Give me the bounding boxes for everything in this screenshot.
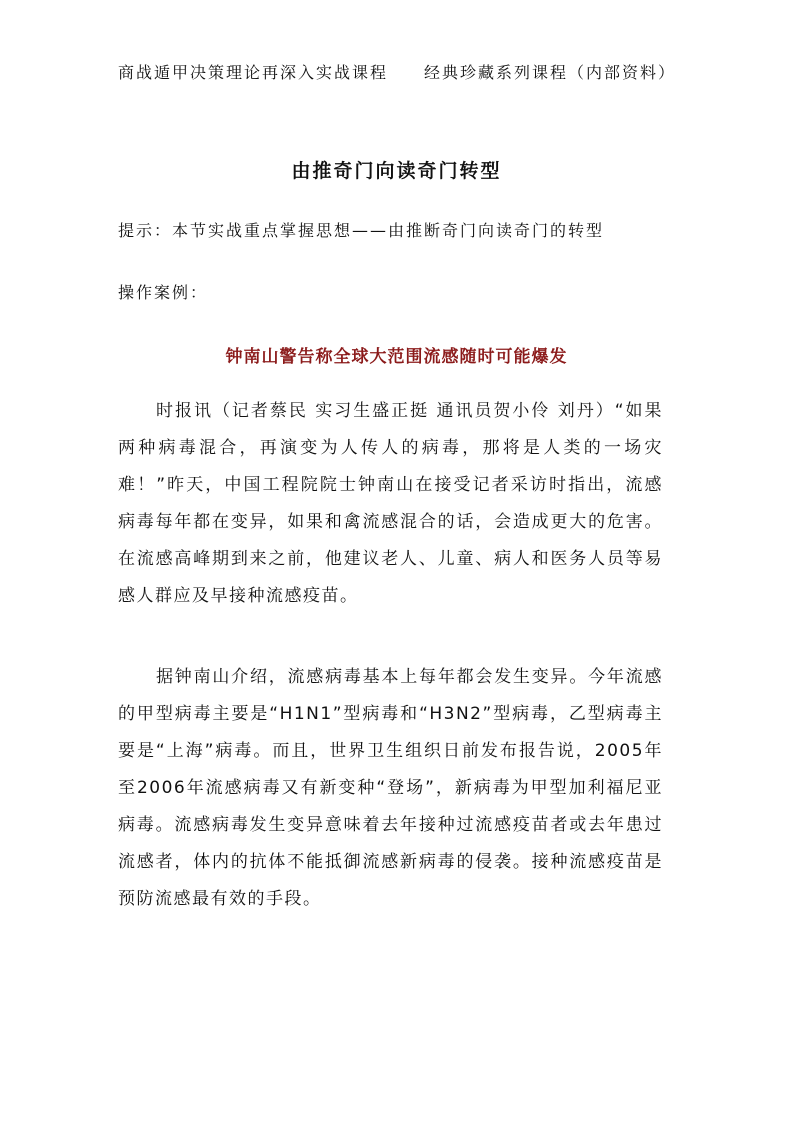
article-title: 钟南山警告称全球大范围流感随时可能爆发 (225, 347, 568, 367)
page-header: 商战遁甲决策理论再深入实战课程 经典珍藏系列课程（内部资料） (118, 63, 677, 82)
hint-text: 提示：本节实战重点掌握思想——由推断奇门向读奇门的转型 (118, 221, 605, 240)
article-paragraph-1: 时报讯（记者蔡民 实习生盛正挺 通讯员贺小伶 刘丹）“如果两种病毒混合，再演变为人传人的病毒，那将是人类的一场灾难！”昨天，中国工程院院士钟南山在接受记者采访时指出，流感病毒每年都在变异，如果和禽流感混合的话，会造成更大的危害。在流感高峰期到来之前，他建议老人、儿童、病人和医务人员等易感人群应及早接种流感疫苗。 (118, 401, 663, 606)
case-label: 操作案例： (118, 283, 209, 302)
article-paragraph-2: 据钟南山介绍，流感病毒基本上每年都会发生变异。今年流感的甲型病毒主要是“H1N1”型病毒和“H3N2”型病毒，乙型病毒主要是“上海”病毒。而且，世界卫生组织日前发布报告说，2005年至2006年流感病毒又有新变种“登场”，新病毒为甲型加利福尼亚病毒。流感病毒发生变异意味着去年接种过流感疫苗者或去年患过流感者，体内的抗体不能抵御流感新病毒的侵袭。接种流感疫苗是预防流感最有效的手段。 (118, 667, 663, 909)
section-title: 由推奇门向读奇门转型 (291, 160, 502, 182)
